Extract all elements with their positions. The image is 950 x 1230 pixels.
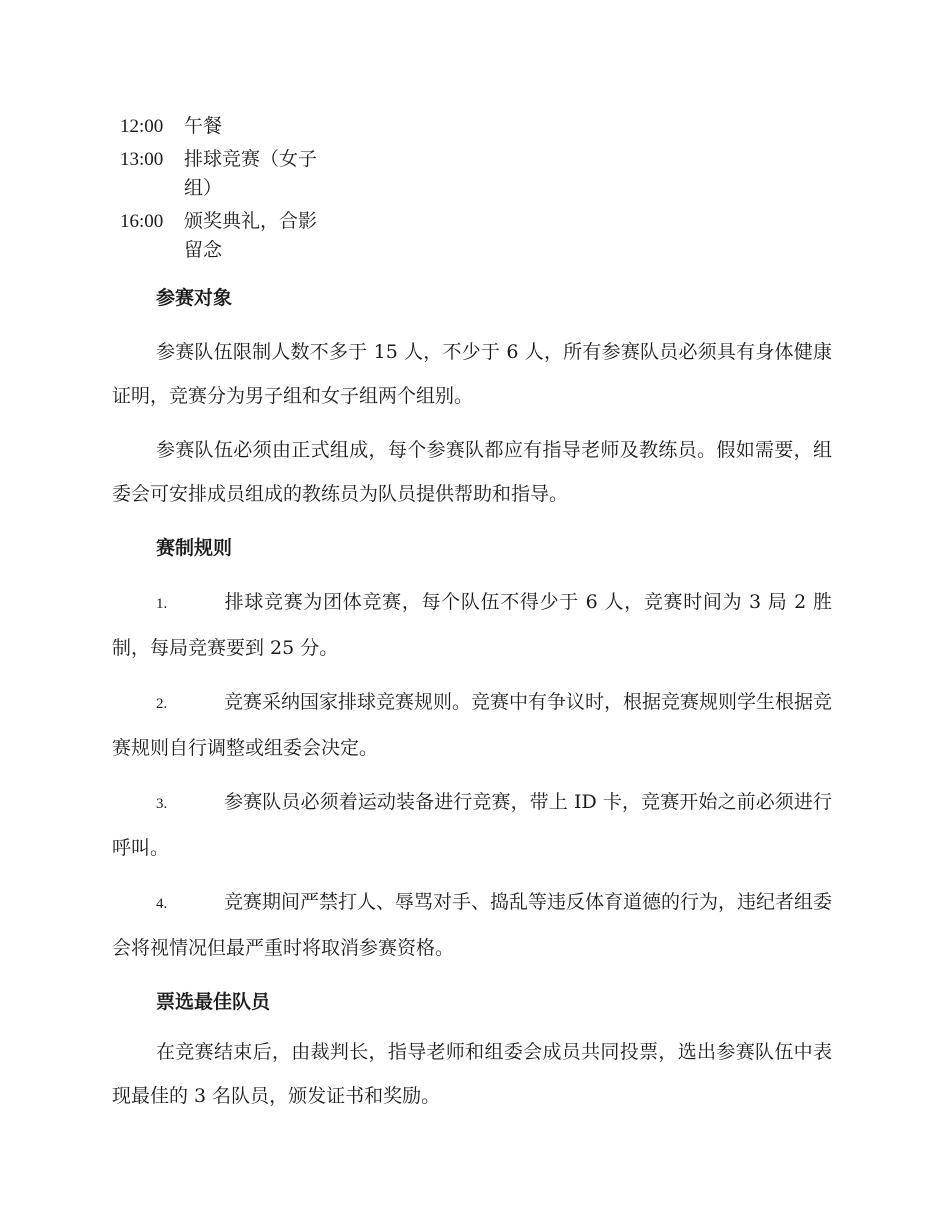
rule-text: 竞赛采纳国家排球竞赛规则。竞赛中有争议时，根据竞赛规则学生根据竞赛规则自行调整或组委会决定。: [112, 691, 833, 759]
schedule-row: [112, 207, 332, 265]
schedule-event: 排球竞赛（女子组）: [184, 148, 318, 199]
section-best-player: [112, 984, 832, 1118]
schedule-time: 13:00: [120, 149, 164, 170]
schedule-time: 16:00: [120, 211, 164, 232]
rule-text: 参赛队员必须着运动装备进行竞赛，带上 ID 卡，竞赛开始之前必须进行呼叫。: [112, 791, 832, 859]
schedule-time: 12:00: [120, 116, 164, 137]
section-heading: 赛制规则: [156, 537, 233, 559]
rule-number: 2.: [156, 696, 168, 712]
section-heading: 参赛对象: [156, 287, 233, 309]
schedule-row: [112, 145, 332, 203]
rule-item: [112, 580, 832, 670]
section-rules: [112, 530, 832, 970]
paragraph: 参赛队伍必须由正式组成，每个参赛队都应有指导老师及教练员。假如需要，组委会可安排成员组成的教练员为队员提供帮助和指导。: [112, 439, 832, 505]
rule-text: 排球竞赛为团体竞赛，每个队伍不得少于 6 人，竞赛时间为 3 局 2 胜制，每局竞赛要到 25 分。: [112, 591, 832, 659]
schedule-event: 颁奖典礼，合影留念: [184, 210, 318, 261]
rule-number: 3.: [156, 796, 168, 812]
section-participants: [112, 280, 832, 516]
paragraph: 在竞赛结束后，由裁判长，指导老师和组委会成员共同投票，选出参赛队伍中表现最佳的 3 名队员，颁发证书和奖励。: [112, 1041, 832, 1107]
rule-number: 1.: [156, 596, 168, 612]
rule-text: 竞赛期间严禁打人、辱骂对手、捣乱等违反体育道德的行为，违纪者组委会将视情况但最严重时将取消参赛资格。: [112, 891, 833, 959]
schedule-table: [112, 112, 332, 269]
schedule-event: 午餐: [184, 115, 223, 137]
schedule-row: [112, 112, 332, 141]
section-heading: 票选最佳队员: [156, 991, 271, 1013]
paragraph: 参赛队伍限制人数不多于 15 人，不少于 6 人，所有参赛队员必须具有身体健康证明，竞赛分为男子组和女子组两个组别。: [112, 341, 832, 407]
rule-item: [112, 680, 832, 770]
rule-number: 4.: [156, 896, 168, 912]
document-body: [112, 280, 832, 1118]
rule-item: [112, 780, 832, 870]
rule-item: [112, 880, 832, 970]
